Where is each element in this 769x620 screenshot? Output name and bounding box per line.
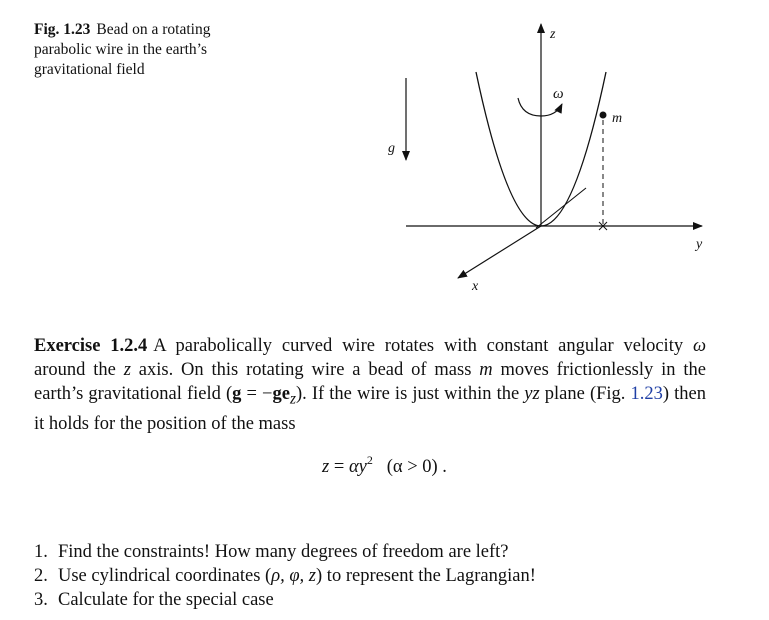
g-vector: g [232, 384, 242, 404]
wire-projection-line [536, 188, 586, 228]
exercise-part-8: ) then it holds for the position of the mass [34, 384, 706, 434]
exercise-part-5: = − [241, 384, 273, 404]
cylindrical-coords: ρ, φ, z [271, 566, 317, 586]
figure-reference-link[interactable]: 1.23 [630, 384, 663, 404]
gravity-label: g [388, 141, 395, 156]
exercise-part-1: A parabolically curved wire rotates with constant angular velocity [153, 336, 693, 356]
yz-symbol: yz [524, 384, 540, 404]
list-item [34, 564, 734, 588]
equation-lhs: z [322, 457, 330, 477]
task-list [34, 540, 734, 612]
exercise-part-4: moves frictionlessly in the earth’s gravitational field ( [34, 360, 706, 404]
list-item [34, 588, 734, 612]
equation-exponent: 2 [366, 453, 373, 467]
z-symbol: z [123, 360, 131, 380]
x-axis [458, 226, 541, 278]
z-axis-label: z [550, 27, 556, 42]
m-symbol: m [479, 360, 493, 380]
exercise-label: Exercise 1.2.4 [34, 336, 148, 356]
figure-caption-text: Bead on a rotating parabolic wire in the earth’s gravitational field [34, 21, 211, 78]
equation-condition: (α > 0) . [372, 457, 447, 477]
exercise-text [34, 334, 706, 436]
bead-on-wire-figure [360, 10, 740, 310]
list-item-text: Find the constraints! How many degrees of freedom are left? [58, 542, 509, 562]
y-axis-label: y [696, 237, 703, 252]
list-item-number: 1. [34, 542, 48, 562]
exercise-part-3: axis. On this rotating wire a bead of mass [130, 360, 480, 380]
list-item-text: Calculate for the special case [58, 590, 274, 610]
list-item-text: Use cylindrical coordinates ( [58, 566, 272, 586]
list-item-number: 3. [34, 590, 48, 610]
bead [600, 112, 607, 119]
exercise-part-7: plane (Fig. [539, 384, 631, 404]
list-item-number: 2. [34, 566, 48, 586]
mass-label: m [612, 111, 623, 126]
position-equation [0, 455, 769, 479]
x-axis-label: x [472, 279, 479, 294]
exercise-part-2: around the [34, 360, 124, 380]
z-subscript: z [289, 390, 296, 408]
figure-caption [34, 20, 249, 80]
omega-label: ω [553, 86, 564, 102]
list-item-text-end: ) to represent the Lagrangian! [316, 566, 536, 586]
exercise-part-6: ). If the wire is just within the [295, 384, 525, 404]
figure-caption-label: Fig. 1.23 [34, 21, 91, 38]
list-item [34, 540, 734, 564]
omega-symbol: ω [692, 336, 706, 356]
equation-alpha-y: αy [348, 457, 367, 477]
g-e-vector: ge [272, 384, 290, 404]
equation-equals: = [329, 457, 349, 477]
